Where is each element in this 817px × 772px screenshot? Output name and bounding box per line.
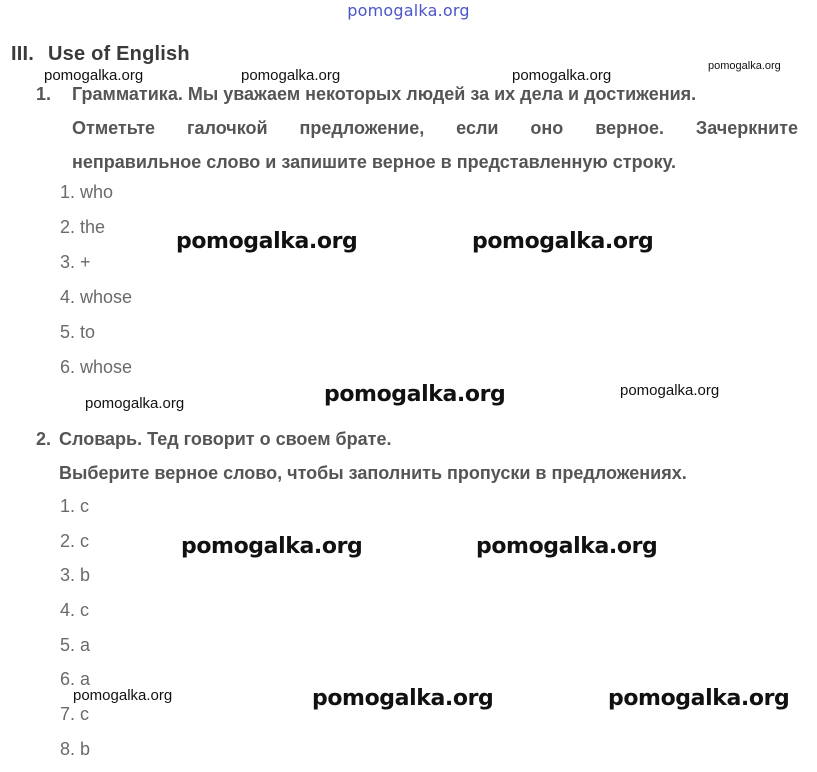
watermark-text: pomogalka.org [608, 686, 790, 711]
section-number: III. [11, 43, 35, 65]
task-2-answer: 8. b [60, 739, 91, 759]
task-1-line-2: Отметьте галочкой предложение, если оно верное. Зачеркните [72, 118, 798, 138]
watermark-text: pomogalka.org [512, 67, 612, 84]
watermark-text: pomogalka.org [181, 534, 363, 559]
watermark-text: pomogalka.org [476, 534, 658, 559]
task-2-instructions [36, 422, 776, 490]
task-2-answer: 2. c [60, 531, 90, 551]
watermark-text: pomogalka.org [708, 60, 781, 72]
task-1-answer: 6. whose [60, 357, 133, 377]
task-1-answer: 2. the [60, 217, 106, 237]
watermark-text: pomogalka.org [73, 687, 173, 704]
task-1-heading [36, 77, 798, 111]
watermark-text: pomogalka.org [241, 67, 341, 84]
task-1-answer: 1. who [60, 182, 114, 202]
task-1-number: 1. [36, 84, 52, 104]
task-2-line-1: Словарь. Тед говорит о своем брате. [59, 429, 392, 449]
section-title-text: Use of English [48, 43, 190, 65]
task-2-number: 2. [36, 429, 52, 449]
task-2-answer: 7. c [60, 704, 90, 724]
task-2-answer: 5. a [60, 635, 91, 655]
task-2-line-2: Выберите верное слово, чтобы заполнить пропуски в предложениях. [59, 463, 687, 483]
task-2-answer: 1. c [60, 496, 90, 516]
task-2-answer: 4. c [60, 600, 90, 620]
task-2-heading [36, 422, 776, 456]
task-1-answer: 3. + [60, 252, 91, 272]
watermark-text: pomogalka.org [44, 67, 144, 84]
section-title [11, 43, 190, 66]
task-2-answer: 3. b [60, 565, 91, 585]
watermark-text: pomogalka.org [472, 229, 654, 254]
task-1-instructions [36, 77, 798, 179]
watermark-text: pomogalka.org [176, 229, 358, 254]
task-1-answer: 5. to [60, 322, 96, 342]
task-1-line-1: Грамматика. Мы уважаем некоторых людей за их дела и достижения. [72, 84, 697, 104]
task-2-answer: 6. a [60, 669, 91, 689]
watermark-text: pomogalka.org [312, 686, 494, 711]
watermark-text: pomogalka.org [620, 382, 720, 399]
watermark-text: pomogalka.org [85, 395, 185, 412]
task-1-answer: 4. whose [60, 287, 133, 307]
task-1-line-3: неправильное слово и запишите верное в представленную строку. [72, 152, 677, 172]
site-header-link[interactable]: pomogalka.org [347, 1, 470, 20]
watermark-text: pomogalka.org [324, 382, 506, 407]
